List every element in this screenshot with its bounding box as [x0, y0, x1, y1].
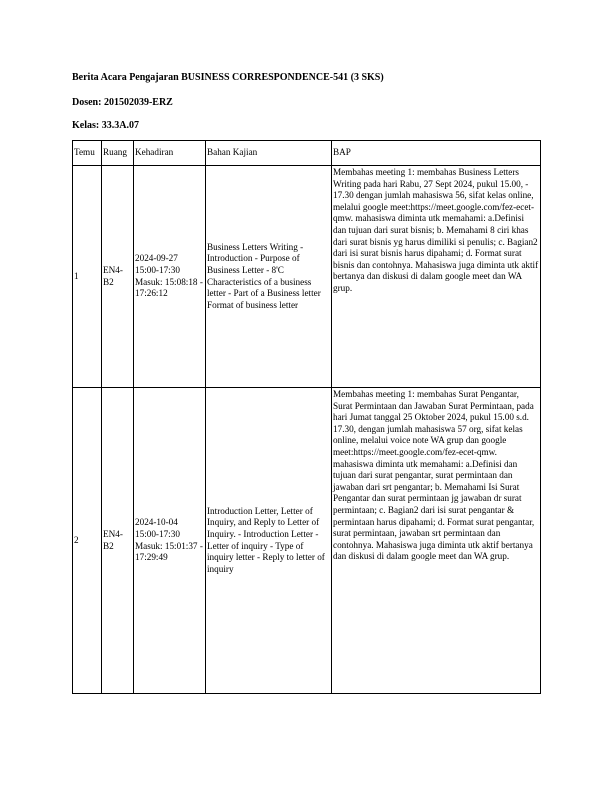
col-header-temu: Temu [73, 141, 102, 166]
document-title: Berita Acara Pengajaran BUSINESS CORRESPONDENCE-541 (3 SKS) [72, 72, 384, 83]
lecturer-line: Dosen: 201502039-ERZ [72, 97, 173, 108]
cell-temu: 1 [73, 166, 102, 388]
table-row [73, 388, 541, 694]
col-header-ruang: Ruang [102, 141, 134, 166]
cell-kehadiran: 2024-10-04 15:00-17:30 Masuk: 15:01:37 - 17:29:49 [134, 388, 206, 694]
cell-kehadiran: 2024-09-27 15:00-17:30 Masuk: 15:08:18 - 17:26:12 [134, 166, 206, 388]
teaching-log-table [72, 140, 541, 694]
cell-bahan-kajian: Business Letters Writing - Introduction - Purpose of Business Letter - 8'C Characteristics of a business letter - Part of a Business letter Format of business letter [206, 166, 332, 388]
col-header-kehadiran: Kehadiran [134, 141, 206, 166]
table-header-row [73, 141, 541, 166]
col-header-bap: BAP [332, 141, 541, 166]
cell-ruang: EN4-B2 [102, 388, 134, 694]
cell-bap: Membahas meeting 1: membahas Business Letters Writing pada hari Rabu, 27 Sept 2024, pukul 15.00, - 17.30 dengan jumlah mahasiswa 56, sifat kelas online, melalui google meet:https://meet.google.com/fez-ecet-qmw. mahasiswa diminta utk memahami: a.Definisi dan tujuan dari surat bisnis; b. Memahami 8 ciri khas dari surat bisnis yg harus dimiliki si penulis; c. Bagian2 dari isi surat bisnis harus dipahami; d. Format surat bisnis dan contohnya. Mahasiswa juga diminta utk aktif bertanya dan diskusi di dalam google meet dan WA grup. [332, 166, 541, 388]
cell-bap: Membahas meeting 1: membahas Surat Pengantar, Surat Permintaan dan Jawaban Surat Permintaan, pada hari Jumat tanggal 25 Oktober 2024, pukul 15.00 s.d. 17.30, dengan jumlah mahasiswa 57 org, sifat kelas online, melalui voice note WA grup dan google meet:https://meet.google.com/fez-ecet-qmw. mahasiswa diminta utk memahami: a.Definisi dan tujuan dari surat pengantar, surat permintaan dan jawaban dari srt pengantar; b. Memahami Isi Surat Pengantar dan surat permintaan jg jawaban dr surat permintaan; c. Bagian2 dari isi surat pengantar & permintaan harus dipahami; d. Format surat pengantar, surat permintaan, jawaban srt permintaan dan contohnya. Mahasiswa juga diminta utk aktif bertanya dan diskusi di dalam google meet dan WA grup. [332, 388, 541, 694]
cell-temu: 2 [73, 388, 102, 694]
col-header-bahan-kajian: Bahan Kajian [206, 141, 332, 166]
cell-bahan-kajian: Introduction Letter, Letter of Inquiry, and Reply to Letter of Inquiry. - Introduction Letter - Letter of inquiry - Type of inquiry letter - Reply to letter of inquiry [206, 388, 332, 694]
table-row [73, 166, 541, 388]
class-line: Kelas: 33.3A.07 [72, 120, 139, 131]
cell-ruang: EN4-B2 [102, 166, 134, 388]
